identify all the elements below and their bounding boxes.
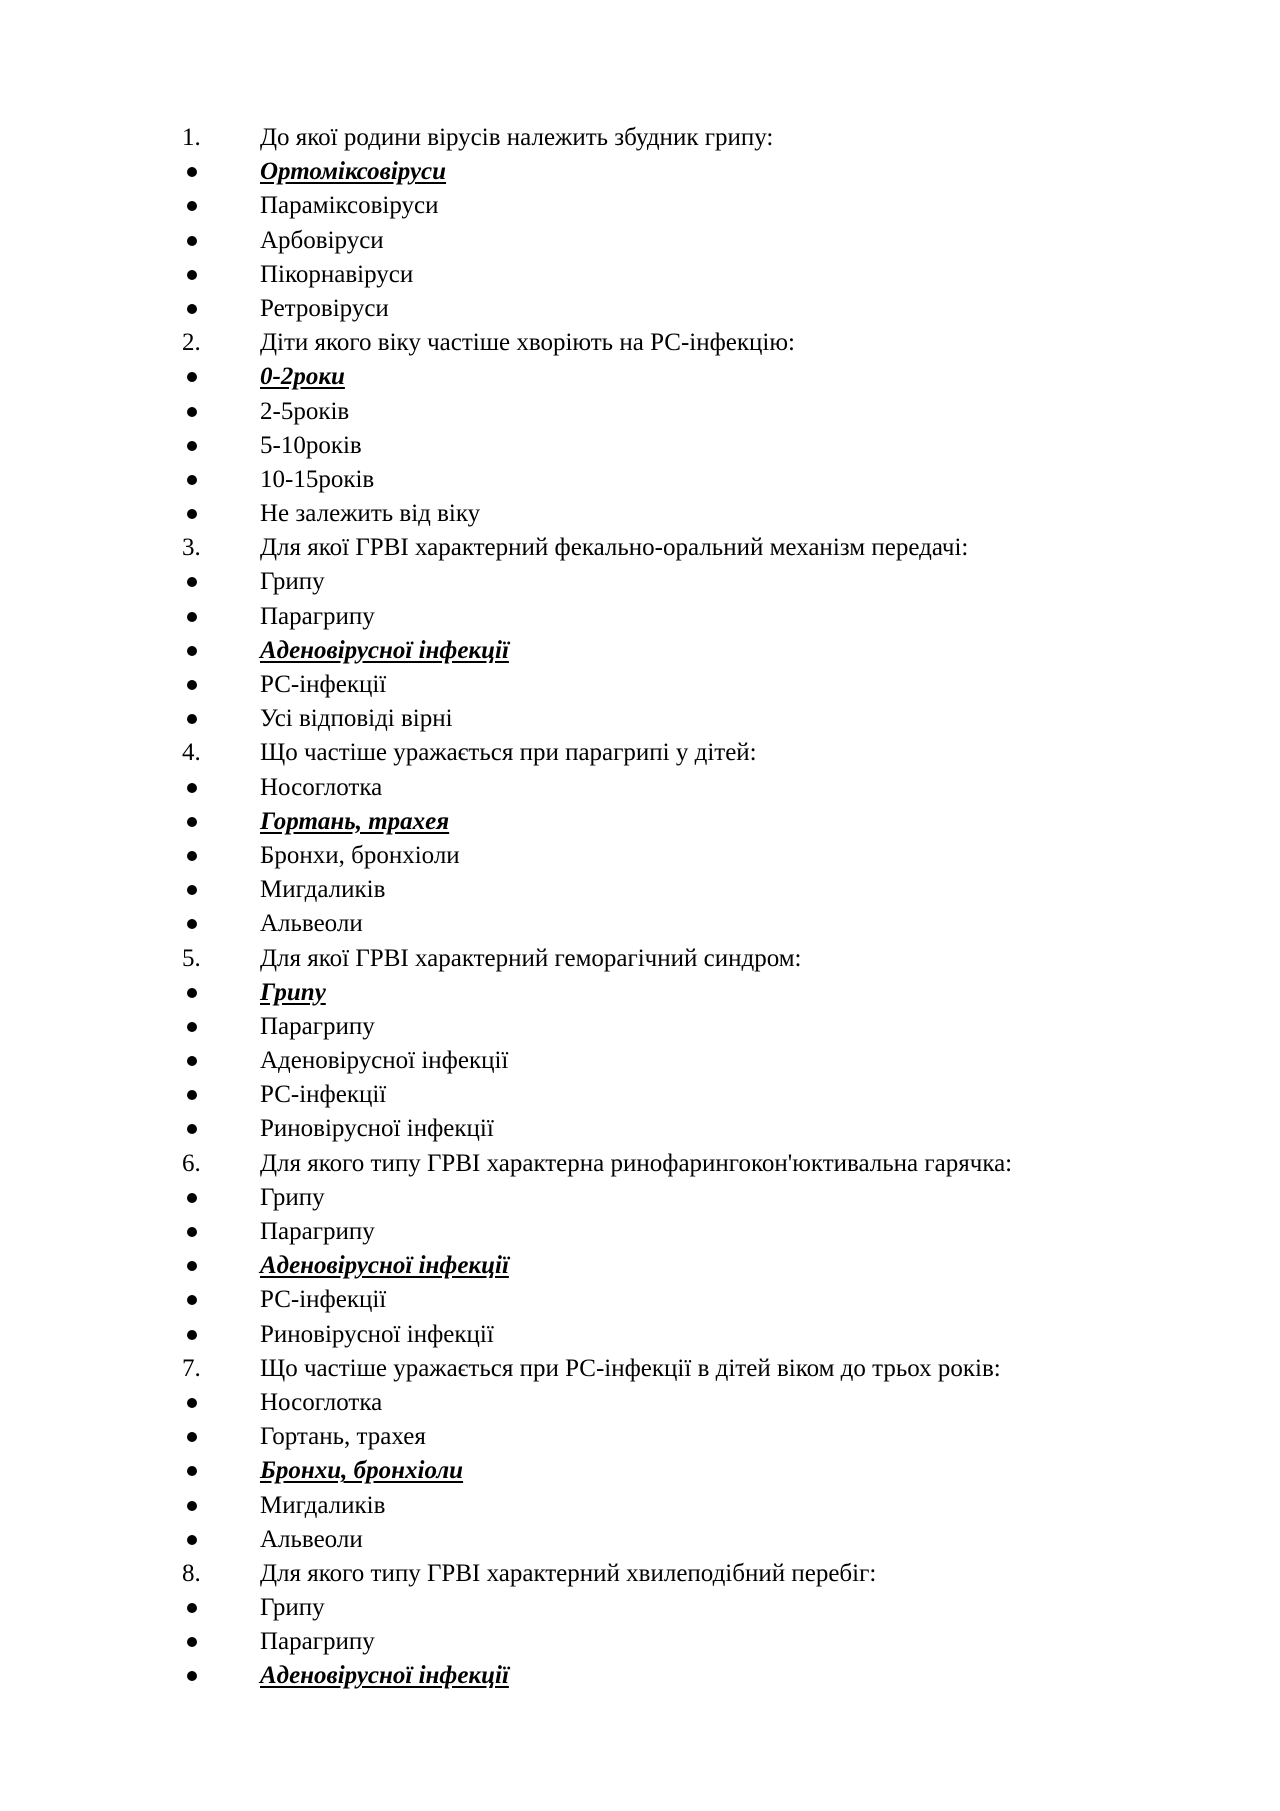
bullet-icon (187, 1535, 197, 1545)
bullet-icon (187, 1501, 197, 1511)
answer-text: Мигдаликів (260, 1491, 386, 1519)
bullet-icon (187, 1261, 197, 1271)
bullet-icon (187, 475, 197, 485)
question-text: Для якого типу ГРВІ характерна ринофарингокон'юктивальна гарячка: (260, 1149, 1013, 1177)
answer-option (0, 1283, 1280, 1317)
question-item (0, 1352, 1280, 1386)
quiz-list (0, 121, 1280, 1694)
bullet-icon (187, 1295, 197, 1305)
bullet-icon (187, 1022, 197, 1032)
answer-text: Риновірусної інфекції (260, 1320, 494, 1348)
answer-text: 0-2роки (260, 363, 345, 391)
answer-option (0, 1523, 1280, 1557)
question-item (0, 1557, 1280, 1591)
answer-text: 10-15років (260, 465, 375, 493)
answer-option (0, 1112, 1280, 1146)
question-text: Для якої ГРВІ характерний фекально-оральний механізм передачі: (260, 534, 969, 562)
answer-option (0, 1181, 1280, 1215)
question-text: Для якої ГРВІ характерний геморагічний синдром: (260, 944, 802, 972)
question-text: Діти якого віку частіше хворіють на РС-інфекцію: (260, 329, 795, 357)
bullet-icon (187, 919, 197, 929)
question-item (0, 121, 1280, 155)
answer-option (0, 1420, 1280, 1454)
answer-text: РС-інфекції (260, 1286, 387, 1314)
question-item (0, 736, 1280, 770)
answer-option-correct (0, 1659, 1280, 1693)
question-number: 7. (182, 1354, 201, 1382)
bullet-icon (187, 236, 197, 246)
answer-text: 5-10років (260, 431, 362, 459)
question-number: 1. (182, 124, 201, 151)
bullet-icon (187, 1090, 197, 1100)
answer-text: Парагрипу (260, 602, 375, 630)
answer-text: Парагрипу (260, 1218, 375, 1245)
answer-text: Аденовірусної інфекції (260, 1662, 509, 1690)
answer-option (0, 1215, 1280, 1249)
bullet-icon (187, 612, 197, 622)
bullet-icon (187, 680, 197, 690)
answer-text: Носоглотка (260, 773, 383, 801)
answer-text: Аденовірусної інфекції (260, 1047, 509, 1075)
answer-text: Грипу (260, 1183, 325, 1211)
answer-option-correct (0, 360, 1280, 394)
answer-option (0, 873, 1280, 907)
answer-text: Альвеоли (260, 910, 363, 938)
answer-text: Аденовірусної інфекції (260, 636, 509, 664)
bullet-icon (187, 714, 197, 724)
answer-option-correct (0, 634, 1280, 668)
bullet-icon (187, 1056, 197, 1066)
answer-option (0, 258, 1280, 292)
answer-option (0, 497, 1280, 531)
answer-option (0, 600, 1280, 634)
answer-option (0, 668, 1280, 702)
question-number: 5. (182, 944, 201, 972)
answer-option (0, 1044, 1280, 1078)
answer-option-correct (0, 1454, 1280, 1488)
question-text: Що частіше уражається при РС-інфекції в дітей віком до трьох років: (260, 1354, 1001, 1382)
bullet-icon (187, 304, 197, 314)
bullet-icon (187, 1432, 197, 1442)
answer-text: Грипу (260, 568, 325, 596)
question-item (0, 326, 1280, 360)
answer-option (0, 463, 1280, 497)
answer-text: Грипу (260, 1594, 325, 1622)
answer-option-correct (0, 976, 1280, 1010)
question-item (0, 531, 1280, 565)
bullet-icon (187, 1637, 197, 1647)
answer-text: Грипу (260, 978, 326, 1006)
answer-option (0, 1078, 1280, 1112)
answer-text: Ортоміксовіруси (260, 158, 447, 186)
answer-option (0, 907, 1280, 941)
bullet-icon (187, 851, 197, 861)
bullet-icon (187, 201, 197, 211)
bullet-icon (187, 270, 197, 280)
answer-option (0, 1625, 1280, 1659)
answer-text: Парагрипу (260, 1012, 375, 1040)
answer-text: Бронхи, бронхіоли (260, 841, 460, 869)
question-text: Для якого типу ГРВІ характерний хвилеподібний перебіг: (260, 1559, 877, 1587)
bullet-icon (187, 1193, 197, 1203)
answer-text: Не залежить від віку (260, 500, 481, 528)
answer-text: Ретровіруси (260, 294, 389, 322)
answer-option (0, 1489, 1280, 1523)
answer-option (0, 565, 1280, 599)
answer-option (0, 395, 1280, 429)
answer-option (0, 224, 1280, 258)
answer-option (0, 1010, 1280, 1044)
answer-option (0, 1386, 1280, 1420)
answer-text: Параміксовіруси (260, 192, 439, 220)
bullet-icon (187, 885, 197, 895)
answer-text: Альвеоли (260, 1525, 363, 1553)
question-number: 3. (182, 534, 201, 562)
answer-text: Носоглотка (260, 1388, 383, 1416)
bullet-icon (187, 167, 197, 177)
bullet-icon (187, 783, 197, 793)
answer-option-correct (0, 805, 1280, 839)
answer-text: Усі відповіді вірні (260, 705, 453, 733)
bullet-icon (187, 817, 197, 827)
answer-option (0, 771, 1280, 805)
bullet-icon (187, 1466, 197, 1476)
question-number: 6. (182, 1149, 201, 1177)
bullet-icon (187, 1603, 197, 1613)
answer-text: Гортань, трахея (260, 807, 450, 835)
bullet-icon (187, 1227, 197, 1237)
answer-option (0, 292, 1280, 326)
bullet-icon (187, 577, 197, 587)
answer-text: Бронхи, бронхіоли (260, 1457, 464, 1485)
bullet-icon (187, 441, 197, 451)
answer-text: Гортань, трахея (260, 1423, 426, 1451)
question-number: 8. (182, 1559, 201, 1587)
answer-text: Парагрипу (260, 1628, 375, 1656)
question-text: Що частіше уражається при парагрипі у дітей: (260, 739, 757, 767)
bullet-icon (187, 988, 197, 998)
answer-option (0, 1591, 1280, 1625)
answer-option (0, 429, 1280, 463)
question-text: До якої родини вірусів належить збудник грипу: (260, 124, 774, 151)
bullet-icon (187, 1330, 197, 1340)
answer-text: РС-інфекції (260, 1081, 387, 1109)
bullet-icon (187, 1398, 197, 1408)
bullet-icon (187, 372, 197, 382)
answer-option (0, 839, 1280, 873)
bullet-icon (187, 1124, 197, 1134)
question-number: 2. (182, 329, 201, 357)
answer-text: Пікорнавіруси (260, 260, 414, 288)
question-item (0, 942, 1280, 976)
bullet-icon (187, 646, 197, 656)
answer-text: Арбовіруси (260, 226, 384, 254)
bullet-icon (187, 509, 197, 519)
answer-text: РС-інфекції (260, 671, 387, 698)
question-number: 4. (182, 739, 201, 767)
bullet-icon (187, 1671, 197, 1681)
answer-option (0, 1318, 1280, 1352)
answer-text: Риновірусної інфекції (260, 1115, 494, 1143)
answer-option (0, 702, 1280, 736)
answer-text: 2-5років (260, 397, 350, 425)
answer-option (0, 189, 1280, 223)
answer-text: Аденовірусної інфекції (260, 1252, 509, 1280)
answer-option-correct (0, 1249, 1280, 1283)
question-item (0, 1147, 1280, 1181)
answer-option-correct (0, 155, 1280, 189)
bullet-icon (187, 407, 197, 417)
answer-text: Мигдаликів (260, 876, 386, 904)
